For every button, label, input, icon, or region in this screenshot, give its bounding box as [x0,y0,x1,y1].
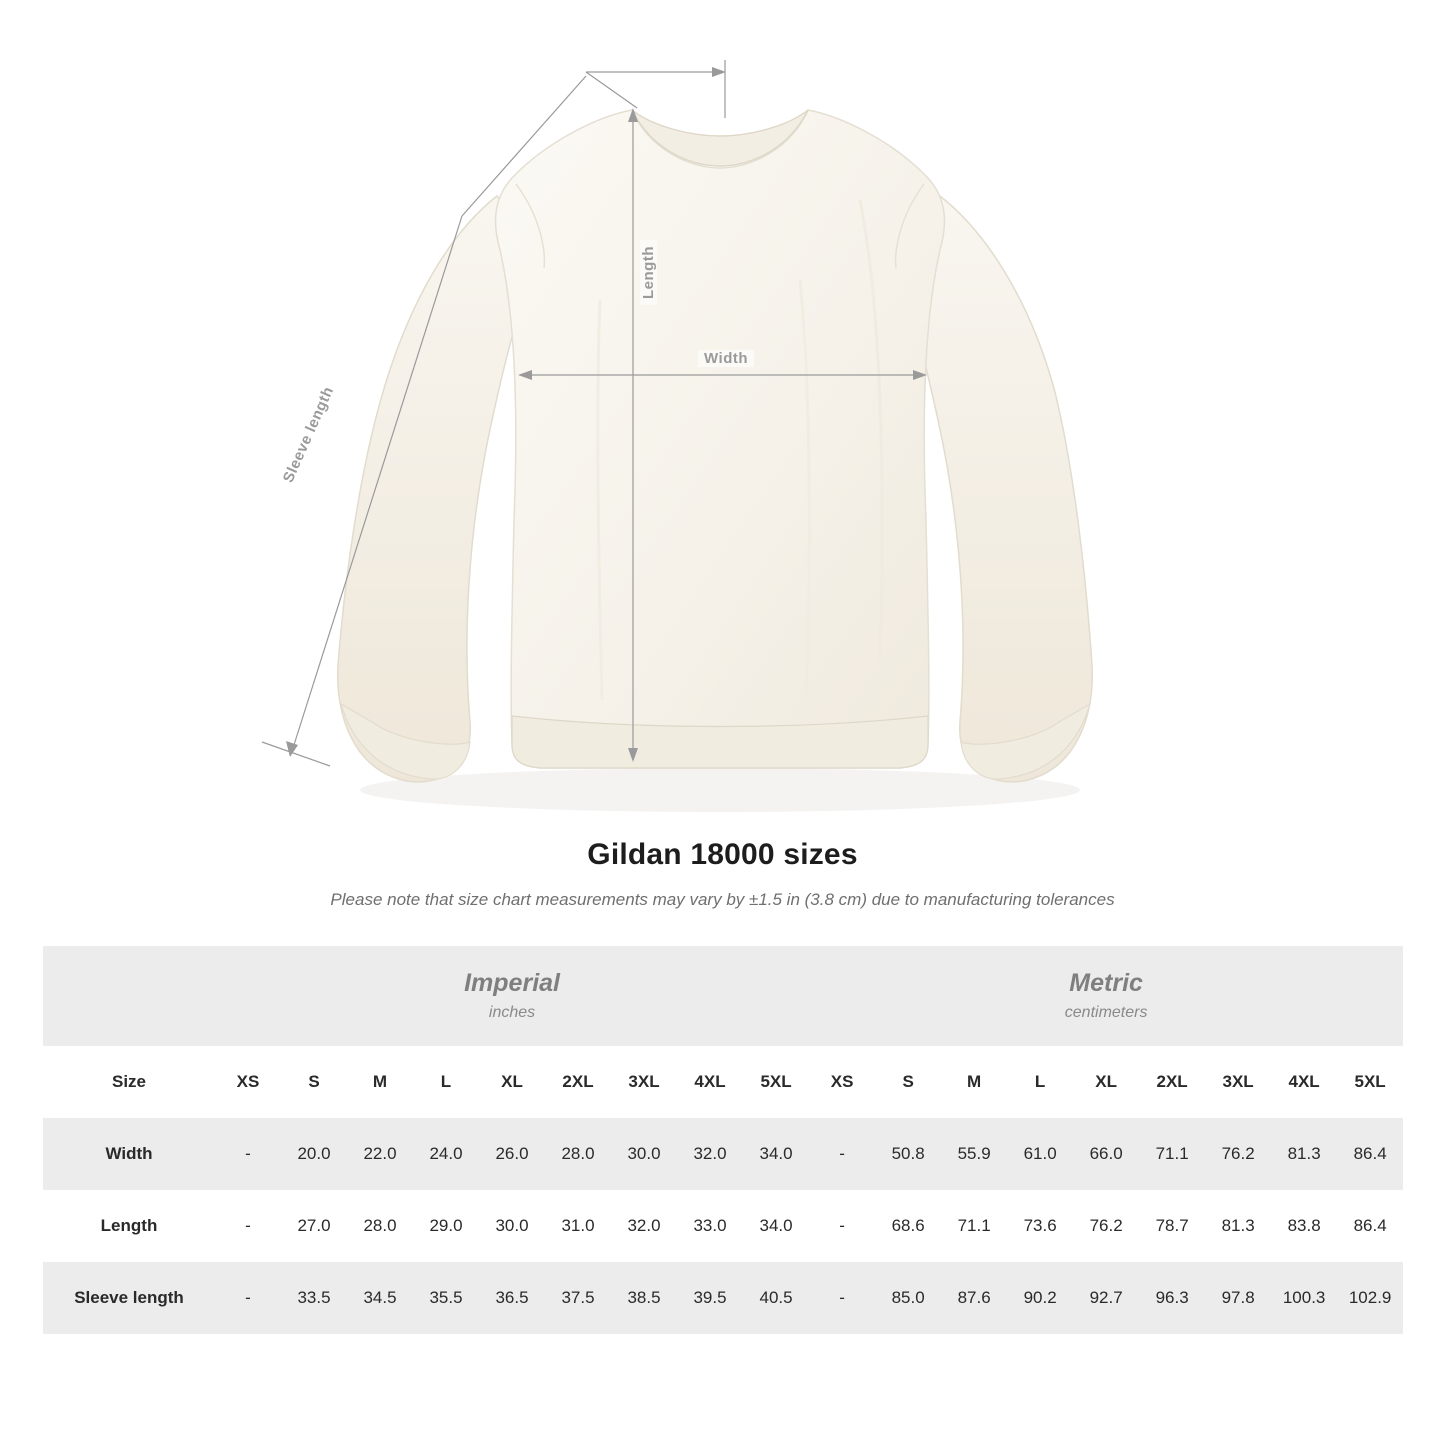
cell-width-metric-5xl: 86.4 [1337,1118,1403,1190]
size-header-cell: Size [43,1046,215,1118]
cell-length-metric-4xl: 83.8 [1271,1190,1337,1262]
cell-length-metric-l: 73.6 [1007,1190,1073,1262]
col-header-metric-5xl: 5XL [1337,1046,1403,1118]
col-header-imperial-2xl: 2XL [545,1046,611,1118]
cell-width-metric-m: 55.9 [941,1118,1007,1190]
unit-header-row [43,946,1403,1046]
cell-width-imperial-m: 22.0 [347,1118,413,1190]
cell-width-imperial-s: 20.0 [281,1118,347,1190]
cell-length-imperial-4xl: 33.0 [677,1190,743,1262]
tolerance-note: Please note that size chart measurements may vary by ±1.5 in (3.8 cm) due to manufacturing tolerances [330,890,1115,909]
table-row [43,1118,1403,1190]
width-label: Width [698,350,754,367]
cell-sleeve-imperial-2xl: 37.5 [545,1262,611,1334]
cell-width-metric-s: 50.8 [875,1118,941,1190]
cell-width-metric-4xl: 81.3 [1271,1118,1337,1190]
cell-length-imperial-l: 29.0 [413,1190,479,1262]
page-title: Gildan 18000 sizes [587,838,858,871]
cell-width-imperial-l: 24.0 [413,1118,479,1190]
metric-sub: centimeters [1064,1003,1148,1021]
cell-length-imperial-5xl: 34.0 [743,1190,809,1262]
cell-sleeve-metric-l: 90.2 [1007,1262,1073,1334]
col-header-imperial-s: S [281,1046,347,1118]
size-table [43,946,1403,1334]
cell-length-metric-3xl: 81.3 [1205,1190,1271,1262]
cell-sleeve-metric-3xl: 97.8 [1205,1262,1271,1334]
imperial-header [215,946,809,1046]
size-header-row [43,1046,1403,1118]
cell-width-imperial-5xl: 34.0 [743,1118,809,1190]
cell-length-imperial-3xl: 32.0 [611,1190,677,1262]
cell-width-metric-xs: - [809,1118,875,1190]
row-label-length: Length [43,1190,215,1262]
row-label-sleeve-length: Sleeve length [43,1262,215,1334]
table-row [43,1262,1403,1334]
cell-sleeve-metric-xs: - [809,1262,875,1334]
cell-length-metric-m: 71.1 [941,1190,1007,1262]
cell-sleeve-imperial-3xl: 38.5 [611,1262,677,1334]
cell-sleeve-imperial-5xl: 40.5 [743,1262,809,1334]
cell-width-imperial-4xl: 32.0 [677,1118,743,1190]
sleeve-length-label: Sleeve length [279,384,338,486]
col-header-metric-xs: XS [809,1046,875,1118]
cell-length-imperial-xs: - [215,1190,281,1262]
cell-width-metric-l: 61.0 [1007,1118,1073,1190]
cell-width-metric-2xl: 71.1 [1139,1118,1205,1190]
cell-sleeve-imperial-s: 33.5 [281,1262,347,1334]
cell-sleeve-metric-xl: 92.7 [1073,1262,1139,1334]
cell-sleeve-imperial-xs: - [215,1262,281,1334]
col-header-imperial-3xl: 3XL [611,1046,677,1118]
length-label: Length [640,240,657,305]
cell-length-imperial-m: 28.0 [347,1190,413,1262]
cell-sleeve-metric-4xl: 100.3 [1271,1262,1337,1334]
title-block [0,838,1445,910]
col-header-metric-xl: XL [1073,1046,1139,1118]
cell-width-imperial-3xl: 30.0 [611,1118,677,1190]
row-label-width: Width [43,1118,215,1190]
col-header-imperial-xs: XS [215,1046,281,1118]
col-header-imperial-l: L [413,1046,479,1118]
col-header-metric-3xl: 3XL [1205,1046,1271,1118]
table-row [43,1190,1403,1262]
cell-width-metric-xl: 66.0 [1073,1118,1139,1190]
cell-length-metric-xs: - [809,1190,875,1262]
cell-length-metric-s: 68.6 [875,1190,941,1262]
col-header-imperial-xl: XL [479,1046,545,1118]
cell-width-imperial-xl: 26.0 [479,1118,545,1190]
sweatshirt-body [496,110,945,768]
cell-sleeve-metric-2xl: 96.3 [1139,1262,1205,1334]
col-header-imperial-m: M [347,1046,413,1118]
cell-sleeve-imperial-l: 35.5 [413,1262,479,1334]
cell-length-imperial-2xl: 31.0 [545,1190,611,1262]
cell-length-metric-2xl: 78.7 [1139,1190,1205,1262]
cell-width-metric-3xl: 76.2 [1205,1118,1271,1190]
cell-length-imperial-s: 27.0 [281,1190,347,1262]
cell-sleeve-metric-s: 85.0 [875,1262,941,1334]
cell-sleeve-imperial-xl: 36.5 [479,1262,545,1334]
col-header-imperial-4xl: 4XL [677,1046,743,1118]
metric-name: Metric [1069,969,1143,998]
cell-length-metric-xl: 76.2 [1073,1190,1139,1262]
size-table-wrapper [43,946,1403,1334]
metric-header [809,946,1403,1046]
cell-length-imperial-xl: 30.0 [479,1190,545,1262]
cell-length-metric-5xl: 86.4 [1337,1190,1403,1262]
col-header-metric-m: M [941,1046,1007,1118]
cell-width-imperial-xs: - [215,1118,281,1190]
unit-header-spacer [43,946,215,1046]
col-header-metric-4xl: 4XL [1271,1046,1337,1118]
col-header-metric-s: S [875,1046,941,1118]
imperial-name: Imperial [464,969,560,998]
col-header-metric-2xl: 2XL [1139,1046,1205,1118]
cell-width-imperial-2xl: 28.0 [545,1118,611,1190]
cell-sleeve-imperial-m: 34.5 [347,1262,413,1334]
cell-sleeve-metric-m: 87.6 [941,1262,1007,1334]
col-header-metric-l: L [1007,1046,1073,1118]
imperial-sub: inches [488,1003,536,1021]
cell-sleeve-metric-5xl: 102.9 [1337,1262,1403,1334]
col-header-imperial-5xl: 5XL [743,1046,809,1118]
cell-sleeve-imperial-4xl: 39.5 [677,1262,743,1334]
